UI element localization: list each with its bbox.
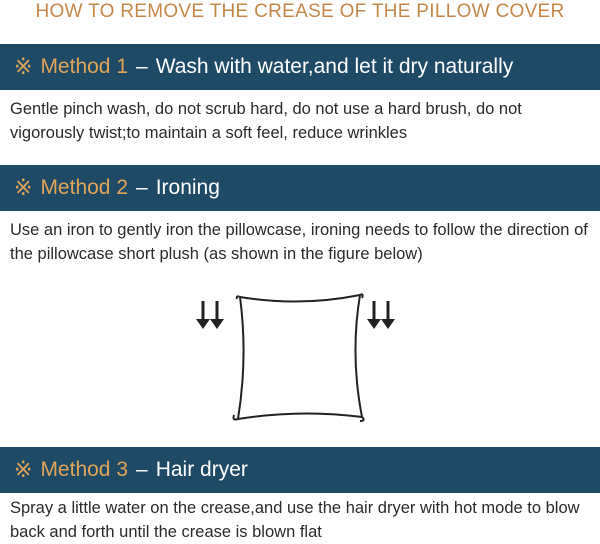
method-3-label: Method 3 [40, 458, 128, 481]
reference-mark-icon: ※ [14, 175, 33, 200]
page-title: HOW TO REMOVE THE CREASE OF THE PILLOW COVER [35, 1, 565, 22]
method-2-text: Use an iron to gently iron the pillowcase, ironing needs to follow the direction of the pillowcase short plush (as shown in the figure below) [10, 221, 588, 263]
ironing-direction-figure [190, 285, 420, 435]
method-1-dash: – [136, 55, 148, 78]
reference-mark-icon: ※ [14, 457, 33, 482]
method-2-label: Method 2 [40, 176, 128, 199]
method-3-header [0, 447, 600, 493]
method-3-dash: – [136, 458, 148, 481]
method-2-heading: Ironing [155, 176, 220, 199]
pillow-outline-icon [234, 294, 364, 421]
method-2-header [0, 165, 600, 211]
method-3-heading: Hair dryer [155, 458, 248, 481]
method-1-label: Method 1 [40, 55, 128, 78]
method-3-text: Spray a little water on the crease,and use the hair dryer with hot mode to blow back and forth until the crease is blown flat [10, 499, 580, 541]
method-2-dash: – [136, 176, 148, 199]
method-1-heading: Wash with water,and let it dry naturally [155, 55, 514, 78]
double-down-arrow-icon [196, 301, 224, 329]
method-1-header [0, 44, 600, 90]
double-down-arrow-icon [367, 301, 395, 329]
reference-mark-icon: ※ [14, 54, 33, 79]
method-1-text: Gentle pinch wash, do not scrub hard, do not use a hard brush, do not vigorously twist;to maintain a soft feel, reduce wrinkles [10, 100, 522, 142]
